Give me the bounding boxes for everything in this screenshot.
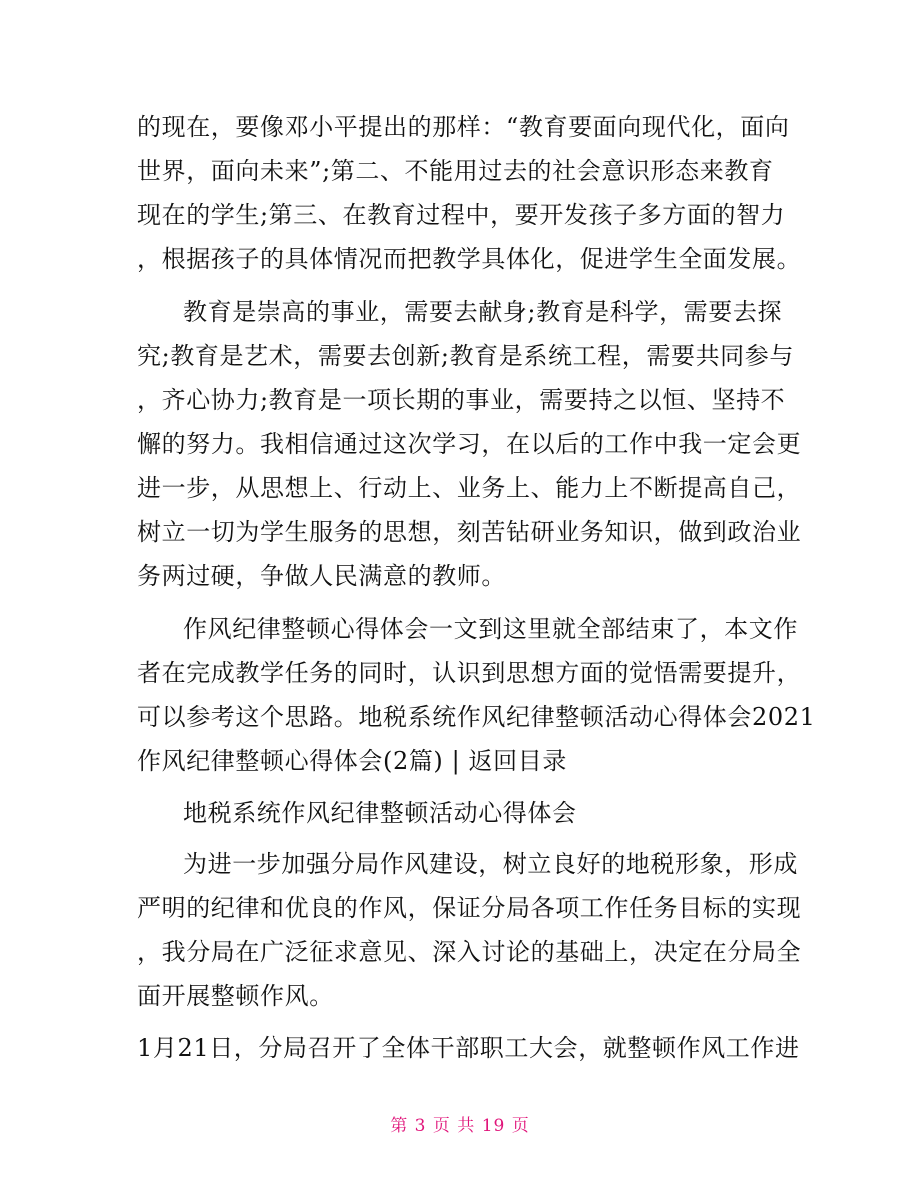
text-line: ，我分局在广泛征求意见、深入讨论的基础上，决定在分局全	[137, 938, 802, 966]
text-line: 作风纪律整顿心得体会一文到这里就全部结束了，本文作	[183, 615, 798, 643]
text-line: 究;教育是艺术，需要去创新;教育是系统工程，需要共同参与	[137, 342, 794, 370]
text-line: 懈的努力。我相信通过这次学习，在以后的工作中我一定会更	[137, 430, 802, 458]
text-line: 严明的纪律和优良的作风，保证分局各项工作任务目标的实现	[137, 894, 802, 922]
text-line: 者在完成教学任务的同时，认识到思想方面的觉悟需要提升，	[137, 659, 802, 687]
text-line: 务两过硬，争做人民满意的教师。	[137, 562, 506, 590]
text-line: 进一步，从思想上、行动上、业务上、能力上不断提高自己，	[137, 474, 802, 502]
text-line: ，齐心协力;教育是一项长期的事业，需要持之以恒、坚持不	[137, 386, 786, 414]
text-line: 教育是崇高的事业，需要去献身;教育是科学，需要去探	[183, 298, 783, 326]
page-number: 第 3 页 共 19 页	[390, 1116, 530, 1136]
text-line: 1月21日，分局召开了全体干部职工大会，就整顿作风工作进	[137, 1034, 800, 1062]
section-heading: 地税系统作风纪律整顿活动心得体会	[183, 799, 577, 827]
text-line: 面开展整顿作风。	[137, 982, 334, 1010]
text-line: 作风纪律整顿心得体会(2篇) | 返回目录	[137, 747, 567, 775]
text-line: 世界，面向未来”;第二、不能用过去的社会意识形态来教育	[137, 157, 774, 185]
text-line: 的现在，要像邓小平提出的那样：“教育要面向现代化，面向	[137, 113, 790, 141]
text-line: ，根据孩子的具体情况而把教学具体化，促进学生全面发展。	[137, 245, 802, 273]
text-line: 为进一步加强分局作风建设，树立良好的地税形象，形成	[183, 850, 798, 878]
text-line: 可以参考这个思路。地税系统作风纪律整顿活动心得体会2021	[137, 703, 816, 731]
text-line: 现在的学生;第三、在教育过程中，要开发孩子多方面的智力	[137, 201, 786, 229]
text-line: 树立一切为学生服务的思想，刻苦钻研业务知识，做到政治业	[137, 518, 802, 546]
